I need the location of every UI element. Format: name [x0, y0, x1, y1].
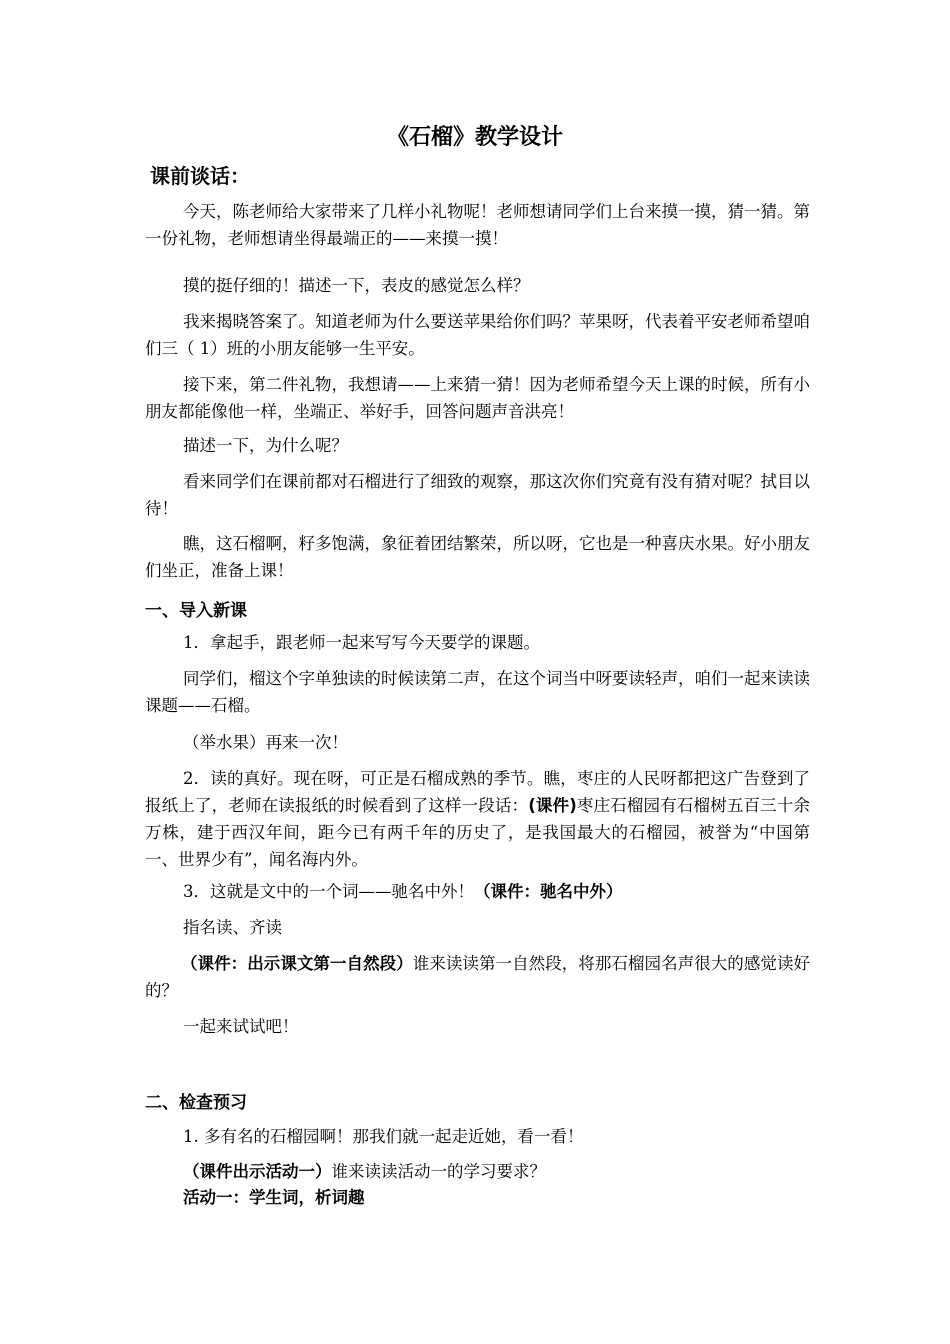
activity-one-title: 活动一：学生词，析词趣	[183, 1188, 365, 1207]
paragraph-text: 3．这就是文中的一个词——驰名中外！	[183, 882, 474, 901]
paragraph: 指名读、齐读	[183, 918, 282, 937]
paragraph-text: 谁来读读活动一的学习要求？	[331, 1162, 546, 1181]
paragraph-famous	[145, 878, 810, 905]
paragraph: 一起来试试吧！	[183, 1017, 299, 1036]
paragraph-read	[145, 950, 810, 1004]
paragraph: 我来揭晓答案了。知道老师为什么要送苹果给你们吗？苹果呀，代表着平安老师希望咱们三（ 1）班的小朋友能够一生平安。	[145, 312, 810, 358]
paragraph: 同学们，榴这个字单独读的时候读第二声，在这个词当中呀要读轻声，咱们一起来读读课题——石榴。	[145, 669, 810, 715]
paragraph-text: 2．读的真好。现在呀，可正是石榴成熟的季节。瞧，枣庄的人民呀都把这广告登到了报纸上了，老师在读报纸的时候看到了这样一段话：	[145, 769, 810, 815]
courseware-tag: （课件：出示课文第一自然段）	[181, 954, 413, 973]
courseware-tag: （课件：驰名中外）	[474, 882, 623, 901]
courseware-tag: （课件出示活动一）	[183, 1162, 332, 1181]
section-heading-intro: 一、导入新课	[145, 601, 247, 621]
paragraph: （举水果）再来一次！	[183, 733, 348, 752]
paragraph: 1．拿起手，跟老师一起来写写今天要学的课题。	[183, 633, 540, 652]
paragraph: 接下来，第二件礼物，我想请——上来猜一猜！因为老师希望今天上课的时候，所有小朋友都能像他一样，坐端正、举好手，回答问题声音洪亮！	[145, 375, 810, 421]
paragraph: 看来同学们在课前都对石榴进行了细致的观察，那这次你们究竟有没有猜对呢？拭目以待！	[145, 472, 810, 518]
paragraph: 摸的挺仔细的！描述一下，表皮的感觉怎么样？	[183, 276, 530, 295]
paragraph-text: 枣庄石榴园有石榴树五百三十余万株，建于西汉年间，距今已有两千年的历史了，是我国最大的石榴园，被誉为“中国第一、世界少有”，闻名海内外。	[145, 796, 810, 869]
courseware-tag: (课件)	[528, 796, 577, 815]
paragraph-newspaper	[145, 765, 810, 873]
document-title: 《石榴》教学设计	[386, 125, 563, 150]
paragraph-text: 谁来读读第一自然段，将那石榴园名声很大的感觉读好的？	[145, 954, 811, 1000]
paragraph: 瞧，这石榴啊，籽多饱满，象征着团结繁荣，所以呀，它也是一种喜庆水果。好小朋友们坐正，准备上课！	[145, 534, 810, 580]
paragraph: 描述一下，为什么呢？	[183, 436, 348, 455]
section-heading-preview: 二、检查预习	[145, 1093, 247, 1113]
pre-class-talk-heading: 课前谈话：	[150, 164, 250, 188]
paragraph: 今天，陈老师给大家带来了几样小礼物呢！老师想请同学们上台来摸一摸，猜一猜。第一份礼物，老师想请坐得最端正的——来摸一摸！	[145, 202, 810, 248]
paragraph-activity-intro	[145, 1158, 810, 1185]
paragraph: 1. 多有名的石榴园啊！那我们就一起走近她，看一看！	[183, 1127, 584, 1146]
